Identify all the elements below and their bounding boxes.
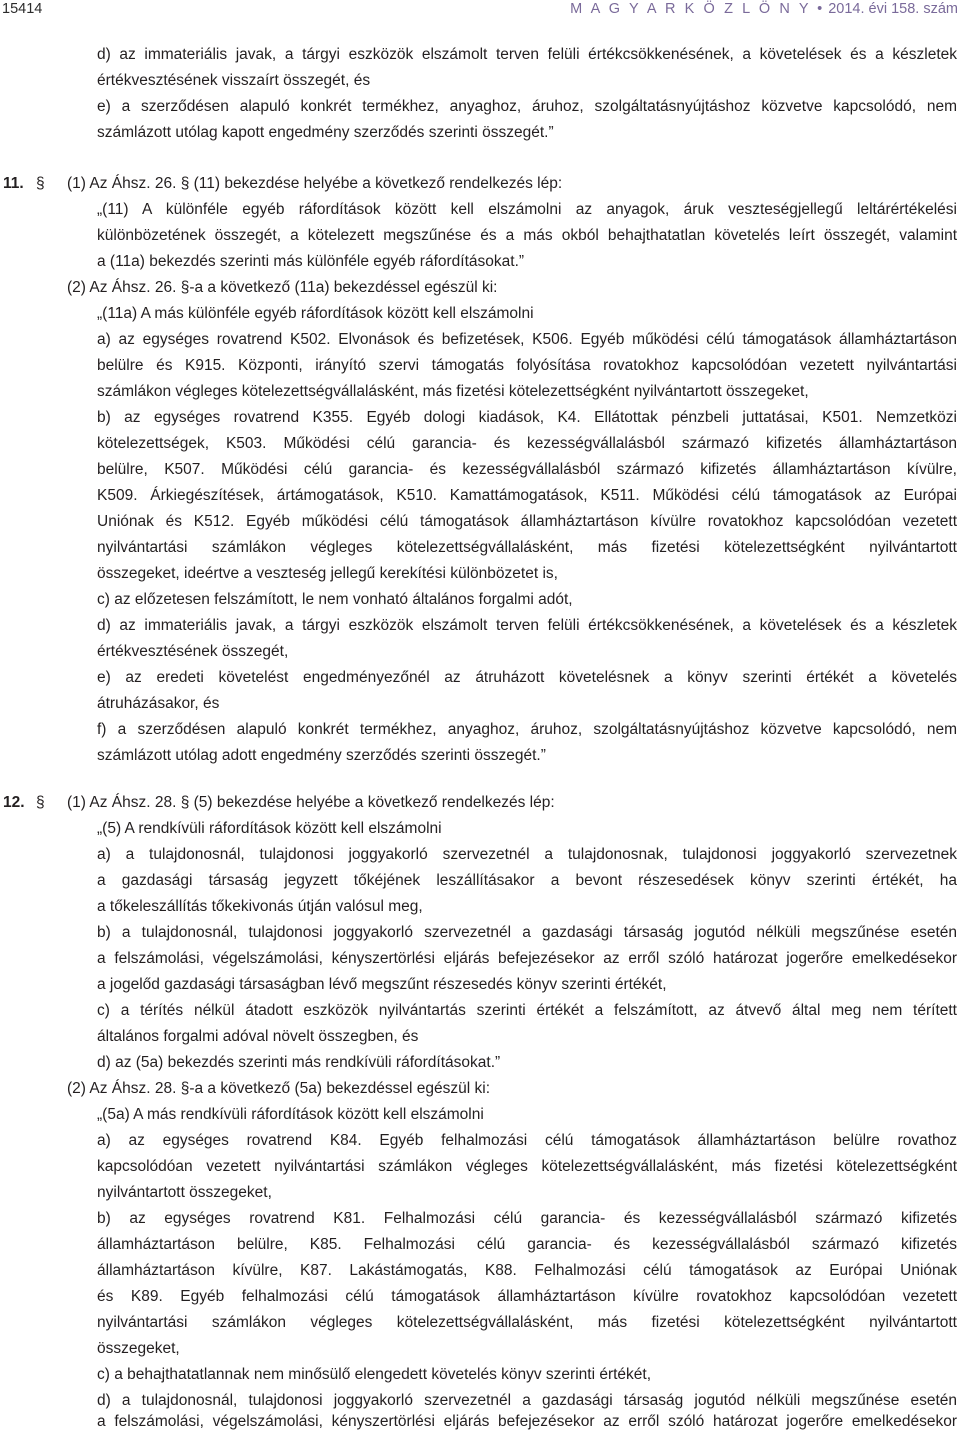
text-line: számlákon végleges kötelezettségvállalásként, más fizetési kötelezettségként nyilvántartott összegeket, (97, 383, 809, 400)
text-line: c) a térítés nélkül átadott eszközök nyilvántartás szerinti értékét a felszámított, az átvevő által meg nem térített (97, 1002, 957, 1019)
text-line: kapcsolódóan vezetett nyilvántartási számlákon végleges kötelezettségvállalásként, más fizetési kötelezettségként (97, 1158, 957, 1175)
text-line: c) a behajthatatlannak nem minősülő elengedett követelés könyv szerinti értékét, (97, 1366, 652, 1383)
text-line: nyilvántartott összegeket, (97, 1184, 272, 1201)
text-line: „(11) A különféle egyéb ráfordítások között kell elszámolni az anyagok, áruk veszteségjellegű leltárértékelési (97, 201, 957, 218)
text-line: K509. Árkiegészítések, ártámogatások, K510. Kamattámogatások, K511. Működési célú támogatások az Európai (97, 487, 957, 504)
text-line: e) a szerződésen alapuló konkrét termékhez, anyaghoz, áruhoz, szolgáltatásnyújtáshoz közvetve kapcsolódó, nem (97, 98, 957, 115)
text-line: d) az (5a) bekezdés szerinti más rendkívüli ráfordításokat.” (97, 1054, 501, 1071)
text-line: Uniónak és K512. Egyéb működési célú támogatások államháztartáson kívülre rovatokhoz kapcsolódóan vezetett (97, 513, 957, 530)
text-line: számlázott utólag adott engedmény szerződés szerinti összegét.” (97, 747, 546, 764)
section-sign: § (36, 794, 45, 811)
text-line: a felszámolási, végelszámolási, kényszertörlési eljárás befejezésekor az erről szóló határozat jogerőre emelkedésekor (97, 1413, 957, 1430)
text-line: b) az egységes rovatrend K355. Egyéb dologi kiadások, K4. Ellátottak pénzbeli juttatásai, K501. Nemzetközi (97, 409, 957, 426)
text-line: b) az egységes rovatrend K81. Felhalmozási célú garancia- és kezességvállalásból származó kifizetés (97, 1210, 957, 1227)
text-line: (1) Az Áhsz. 28. § (5) bekezdése helyébe a következő rendelkezés lép: (67, 794, 555, 811)
text-line: „(5a) A más rendkívüli ráfordítások között kell elszámolni (97, 1106, 484, 1123)
text-line: belülre, K507. Működési célú garancia- és kezességvállalásból származó kifizetés államháztartáson kívülre, (97, 461, 957, 478)
text-line: a gazdasági társaság jegyzett tőkéjének leszállításakor a bevont részesedések könyv szerinti értékét, ha (97, 872, 957, 889)
text-line: összegeket, ideértve a veszteség jellegű kerekítési különbözetet is, (97, 565, 558, 582)
text-line: c) az előzetesen felszámított, le nem vonható általános forgalmi adót, (97, 591, 573, 608)
section-number: 12. (3, 794, 25, 811)
text-line: d) az immateriális javak, a tárgyi eszközök elszámolt terven felüli értékcsökkenésének, a követelések és a készletek (97, 617, 957, 634)
page-header (0, 0, 960, 20)
text-line: b) a tulajdonosnál, tulajdonosi joggyakorló szervezetnél a gazdasági társaság jogutód nélküli megszűnése esetén (97, 924, 957, 941)
text-line: nyilvántartási számlákon végleges kötelezettségvállalásként, más fizetési kötelezettségként nyilvántartott (97, 539, 957, 556)
text-line: d) az immateriális javak, a tárgyi eszközök elszámolt terven felüli értékcsökkenésének, a követelések és a készletek (97, 46, 957, 63)
text-line: értékvesztésének összegét, (97, 643, 289, 660)
section-sign: § (36, 175, 45, 192)
text-line: államháztartáson belülre, K85. Felhalmozási célú garancia- és kezességvállalásból származó kifizetés (97, 1236, 957, 1253)
text-line: és K89. Egyéb felhalmozási célú támogatások államháztartáson kívülre rovatokhoz kapcsolódóan vezetett (97, 1288, 957, 1305)
text-line: „(5) A rendkívüli ráfordítások között kell elszámolni (97, 820, 442, 837)
text-line: e) az eredeti követelést engedményezőnél az átruházott követelésnek a könyv szerinti értékét a követelés (97, 669, 957, 686)
text-line: átruházásakor, és (97, 695, 220, 712)
text-line: nyilvántartási számlákon végleges kötelezettségvállalásként, más fizetési kötelezettségként nyilvántartott (97, 1314, 957, 1331)
text-line: a (11a) bekezdés szerinti más különféle egyéb ráfordításokat.” (97, 253, 525, 270)
text-line: összegeket, (97, 1340, 180, 1357)
section-number: 11. (3, 175, 24, 192)
journal-title (570, 1, 958, 17)
text-line: a) az egységes rovatrend K502. Elvonások és befizetések, K506. Egyéb működési célú támogatások államháztartáson (97, 331, 957, 348)
text-line: „(11a) A más különféle egyéb ráfordítások között kell elszámolni (97, 305, 534, 322)
text-line: államháztartáson kívülre, K87. Lakástámogatás, K88. Felhalmozási célú támogatások az Európai Uniónak (97, 1262, 957, 1279)
text-line: a felszámolási, végelszámolási, kényszertörlési eljárás befejezésekor az erről szóló határozat jogerőre emelkedésekor (97, 950, 957, 967)
text-line: számlázott utólag kapott engedmény szerződés szerinti összegét.” (97, 124, 554, 141)
text-line: (2) Az Áhsz. 28. §-a a következő (5a) bekezdéssel egészül ki: (67, 1080, 491, 1097)
page-number: 15414 (2, 1, 43, 17)
text-line: általános forgalmi adóval növelt összegben, és (97, 1028, 419, 1045)
bullet-separator: • (817, 1, 823, 17)
text-line: különbözetének összegét, a kötelezett megszűnése és a más okból behajthatatlan követelés leírt összegét, valamint (97, 227, 957, 244)
text-line: f) a szerződésen alapuló konkrét termékhez, anyaghoz, áruhoz, szolgáltatásnyújtáshoz közvetve kapcsolódó, nem (97, 721, 957, 738)
text-line: (2) Az Áhsz. 26. §-a a következő (11a) bekezdéssel egészül ki: (67, 279, 498, 296)
issue-label: 2014. évi 158. szám (828, 1, 958, 17)
text-line: a jogelőd gazdasági társaságban lévő megszűnt részesedés könyv szerinti értékét, (97, 976, 667, 993)
text-line: kötelezettségek, K503. Működési célú garancia- és kezességvállalásból származó kifizetés államháztartáson (97, 435, 957, 452)
text-line: belülre és K915. Központi, irányító szervi támogatás folyósítása rovatokhoz kapcsolódóan vezetett nyilvántartási (97, 357, 957, 374)
journal-name: M A G Y A R K Ö Z L Ö N Y (570, 1, 812, 17)
text-line: a tőkeleszállítás tőkekivonás útján valósul meg, (97, 898, 423, 915)
text-line: a) az egységes rovatrend K84. Egyéb felhalmozási célú támogatások államháztartáson belülre rovathoz (97, 1132, 957, 1149)
text-line: értékvesztésének visszaírt összegét, és (97, 72, 371, 89)
text-line: (1) Az Áhsz. 26. § (11) bekezdése helyébe a következő rendelkezés lép: (67, 175, 563, 192)
text-line: a) a tulajdonosnál, tulajdonosi joggyakorló szervezetnél a tulajdonosnak, tulajdonosi joggyakorló szervezetnek (97, 846, 957, 863)
text-line: d) a tulajdonosnál, tulajdonosi joggyakorló szervezetnél a gazdasági társaság jogutód nélküli megszűnése esetén (97, 1392, 957, 1409)
